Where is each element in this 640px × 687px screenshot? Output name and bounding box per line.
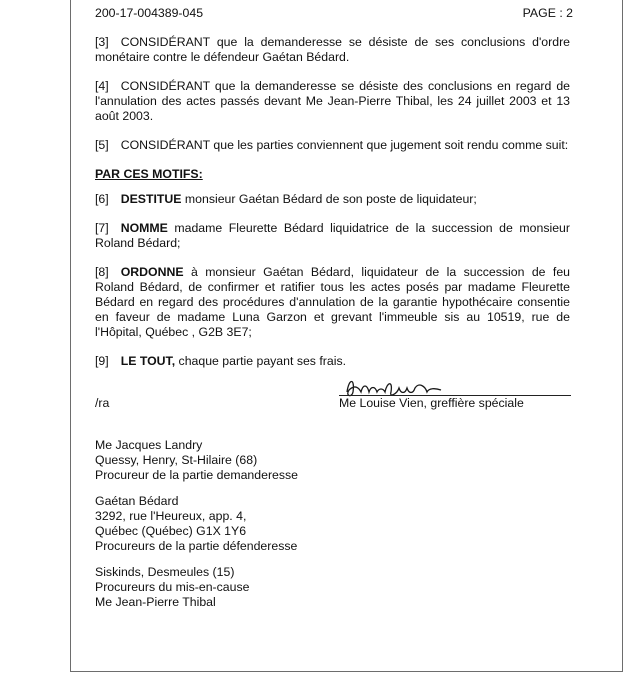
order-9: [9] LE TOUT, chaque partie payant ses frais.	[95, 354, 347, 368]
address-line: Québec (Québec) G1X 1Y6	[95, 524, 247, 538]
order-7: [7] NOMME madame Fleurette Bédard liquidatrice de la succession de monsieur Roland Bédard;	[95, 221, 570, 250]
address-line: Me Jean-Pierre Thibal	[95, 595, 216, 609]
initials: /ra	[95, 396, 110, 410]
address-block-defendant	[95, 494, 297, 554]
address-block-mis-en-cause	[95, 565, 249, 610]
file-number: 200-17-004389-045	[95, 6, 204, 20]
address-line: Procureur de la partie demanderesse	[95, 468, 299, 482]
page-border-right	[622, 0, 623, 672]
address-line: Quessy, Henry, St-Hilaire (68)	[95, 453, 258, 467]
signature-block	[95, 380, 575, 416]
document-page	[95, 6, 573, 383]
address-line: Siskinds, Desmeules (15)	[95, 565, 235, 579]
page-border-left	[70, 0, 71, 672]
order-8: [8] ORDONNE à monsieur Gaétan Bédard, liquidateur de la succession de feu Roland Bédard, de confirmer et ratifier tous les actes posés par madame Fleurette Bédard en regard des procédures d'annulation de la garantie hypothécaire consentie en faveur de madame Luna Garzon et grevant l'immeuble sis au 10519, rue de l'Hôpital, Québec , G2B 3E7;	[95, 265, 570, 339]
order-6: [6] DESTITUE monsieur Gaétan Bédard de son poste de liquidateur;	[95, 192, 477, 206]
address-line: Procureurs du mis-en-cause	[95, 580, 250, 594]
address-line: Me Jacques Landry	[95, 438, 203, 452]
address-line: Procureurs de la partie défenderesse	[95, 539, 298, 553]
paragraph-3: [3] CONSIDÉRANT que la demanderesse se désiste de ses conclusions d'ordre monétaire contre le défendeur Gaétan Bédard.	[95, 35, 570, 64]
address-line: Gaétan Bédard	[95, 494, 179, 508]
page-border-bottom	[70, 671, 623, 672]
paragraph-5: [5] CONSIDÉRANT que les parties conviennent que jugement soit rendu comme suit:	[95, 138, 569, 152]
page-header	[95, 6, 573, 21]
motifs-heading: PAR CES MOTIFS:	[95, 167, 203, 181]
signer-name: Me Louise Vien, greffière spéciale	[339, 396, 524, 410]
address-block-plaintiff	[95, 438, 298, 483]
address-line: 3292, rue l'Heureux, app. 4,	[95, 509, 247, 523]
page-number: PAGE : 2	[522, 6, 573, 20]
paragraph-4: [4] CONSIDÉRANT que la demanderesse se désiste des conclusions en regard de l'annulation des actes passés devant Me Jean-Pierre Thibal, les 24 juillet 2003 et 13 août 2003.	[95, 79, 570, 123]
